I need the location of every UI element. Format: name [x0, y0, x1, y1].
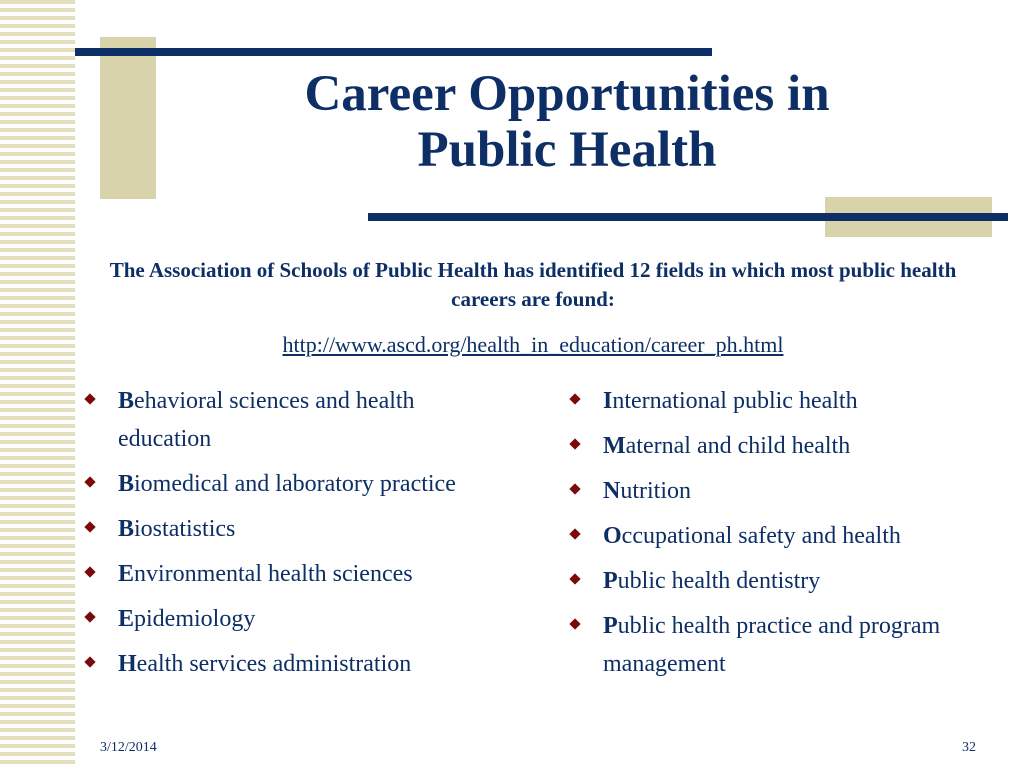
- diamond-bullet-icon: [84, 611, 95, 622]
- list-item: Health services administration: [80, 645, 510, 683]
- source-link[interactable]: http://www.ascd.org/health_in_education/career_ph.html: [282, 332, 784, 357]
- page-number: 32: [962, 740, 976, 755]
- diamond-bullet-icon: [569, 393, 580, 404]
- list-item: International public health: [565, 382, 985, 420]
- list-item: Public health dentistry: [565, 562, 985, 600]
- diamond-bullet-icon: [84, 476, 95, 487]
- diamond-bullet-icon: [569, 618, 580, 629]
- title-line-1: Career Opportunities in: [304, 66, 830, 122]
- list-item: Public health practice and program management: [565, 607, 985, 683]
- slide-subtitle: The Association of Schools of Public Health has identified 12 fields in which most public health careers are found:: [109, 258, 957, 311]
- decorative-stripes: [0, 0, 75, 768]
- list-item: Nutrition: [565, 472, 985, 510]
- diamond-bullet-icon: [84, 656, 95, 667]
- list-item: Epidemiology: [80, 600, 510, 638]
- list-item: Biomedical and laboratory practice: [80, 465, 510, 503]
- fields-list-right: [565, 382, 985, 690]
- diamond-bullet-icon: [569, 483, 580, 494]
- slide-title: [200, 66, 934, 178]
- list-item: Occupational safety and health: [565, 517, 985, 555]
- diamond-bullet-icon: [569, 438, 580, 449]
- diamond-bullet-icon: [84, 566, 95, 577]
- fields-list-left: [80, 382, 510, 690]
- title-line-2: Public Health: [417, 122, 717, 178]
- top-rule-line: [75, 48, 712, 56]
- decorative-block-left: [100, 37, 156, 199]
- list-item: Environmental health sciences: [80, 555, 510, 593]
- diamond-bullet-icon: [569, 528, 580, 539]
- list-item: Biostatistics: [80, 510, 510, 548]
- list-item: Behavioral sciences and health education: [80, 382, 510, 458]
- footer-date: 3/12/2014: [100, 740, 157, 755]
- list-item: Maternal and child health: [565, 427, 985, 465]
- diamond-bullet-icon: [84, 521, 95, 532]
- diamond-bullet-icon: [84, 393, 95, 404]
- diamond-bullet-icon: [569, 573, 580, 584]
- bottom-rule-line: [368, 213, 1008, 221]
